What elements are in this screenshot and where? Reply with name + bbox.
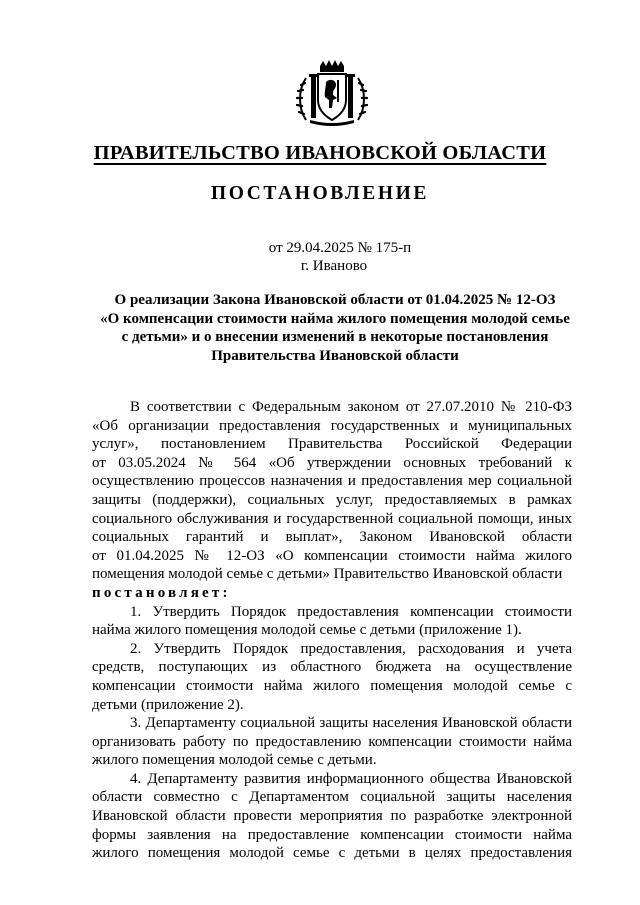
preamble-line: услуг», постановлением Правительства Российской Федерации	[92, 436, 572, 453]
preamble-line: В соответствии с Федеральным законом от 27.07.2010 № 210-ФЗ	[130, 399, 572, 415]
subject-line: О реализации Закона Ивановской области от 01.04.2025 № 12-ОЗ	[114, 292, 556, 308]
subject-line: «О компенсации стоимости найма жилого помещения молодой семье	[100, 310, 570, 327]
item-2-line: средств, поступающих из областного бюджета на осуществление	[92, 659, 572, 676]
item-4-line: области совместно с Департаментом социальной защиты населения	[92, 789, 572, 806]
document-body	[92, 398, 572, 863]
document-type-title: ПОСТАНОВЛЕНИЕ	[210, 183, 430, 204]
preamble-line: социальных гарантий и выплат», Законом Ивановской области	[92, 529, 572, 546]
decree-word: постановляет:	[92, 584, 231, 601]
preamble-line: от 01.04.2025 № 12-ОЗ «О компенсации стоимости найма жилого	[92, 547, 572, 564]
item-3-line: организовать работу по предоставлению компенсации стоимости найма	[92, 733, 572, 750]
document-date-number: от 29.04.2025 № 175-п	[268, 240, 412, 256]
organization-title: ПРАВИТЕЛЬСТВО ИВАНОВСКОЙ ОБЛАСТИ	[93, 142, 547, 164]
item-1-line: 1. Утвердить Порядок предоставления компенсации стоимости	[130, 603, 572, 620]
item-3-line: 3. Департаменту социальной защиты населения Ивановской области	[130, 715, 572, 732]
preamble-line: социального обслуживания и государственной социальной помощи, иных	[92, 510, 572, 527]
subject-line: с детьми» и о внесении изменений в некоторые постановления	[121, 329, 549, 346]
item-4-line: Ивановской области провести мероприятия по разработке электронной	[92, 808, 572, 825]
item-2-line: детьми (приложение 2).	[92, 696, 244, 713]
subject-line: Правительства Ивановской области	[211, 347, 459, 364]
preamble-line: защиты (поддержки), социальных услуг, предоставляемых в рамках	[92, 491, 572, 508]
document-city: г. Иваново	[300, 258, 368, 274]
preamble-line: «Об организации предоставления государственных и муниципальных	[92, 417, 572, 434]
item-3-line: жилого помещения молодой семье с детьми.	[92, 752, 377, 769]
preamble-line: от 03.05.2024 № 564 «Об утверждении основных требований к	[92, 454, 572, 471]
item-4-line: 4. Департаменту развития информационного общества Ивановской	[130, 770, 572, 787]
item-2-line: компенсации стоимости найма жилого помещения молодой семье с	[92, 677, 572, 694]
coat-of-arms-icon	[296, 60, 368, 126]
item-4-line: жилого помещения молодой семье с детьми в целях предоставления	[92, 845, 572, 862]
item-2-line: 2. Утвердить Порядок предоставления, расходования и учета	[130, 640, 572, 657]
preamble-line: осуществлению процессов назначения и предоставления мер социальной	[92, 473, 572, 490]
item-4-line: формы заявления на предоставление компенсации стоимости найма	[92, 826, 572, 843]
item-1-line: найма жилого помещения молодой семье с детьми (приложение 1).	[92, 622, 522, 639]
preamble-line: помещения молодой семье с детьми» Правительство Ивановской области	[92, 566, 563, 583]
document-subject	[70, 291, 600, 365]
